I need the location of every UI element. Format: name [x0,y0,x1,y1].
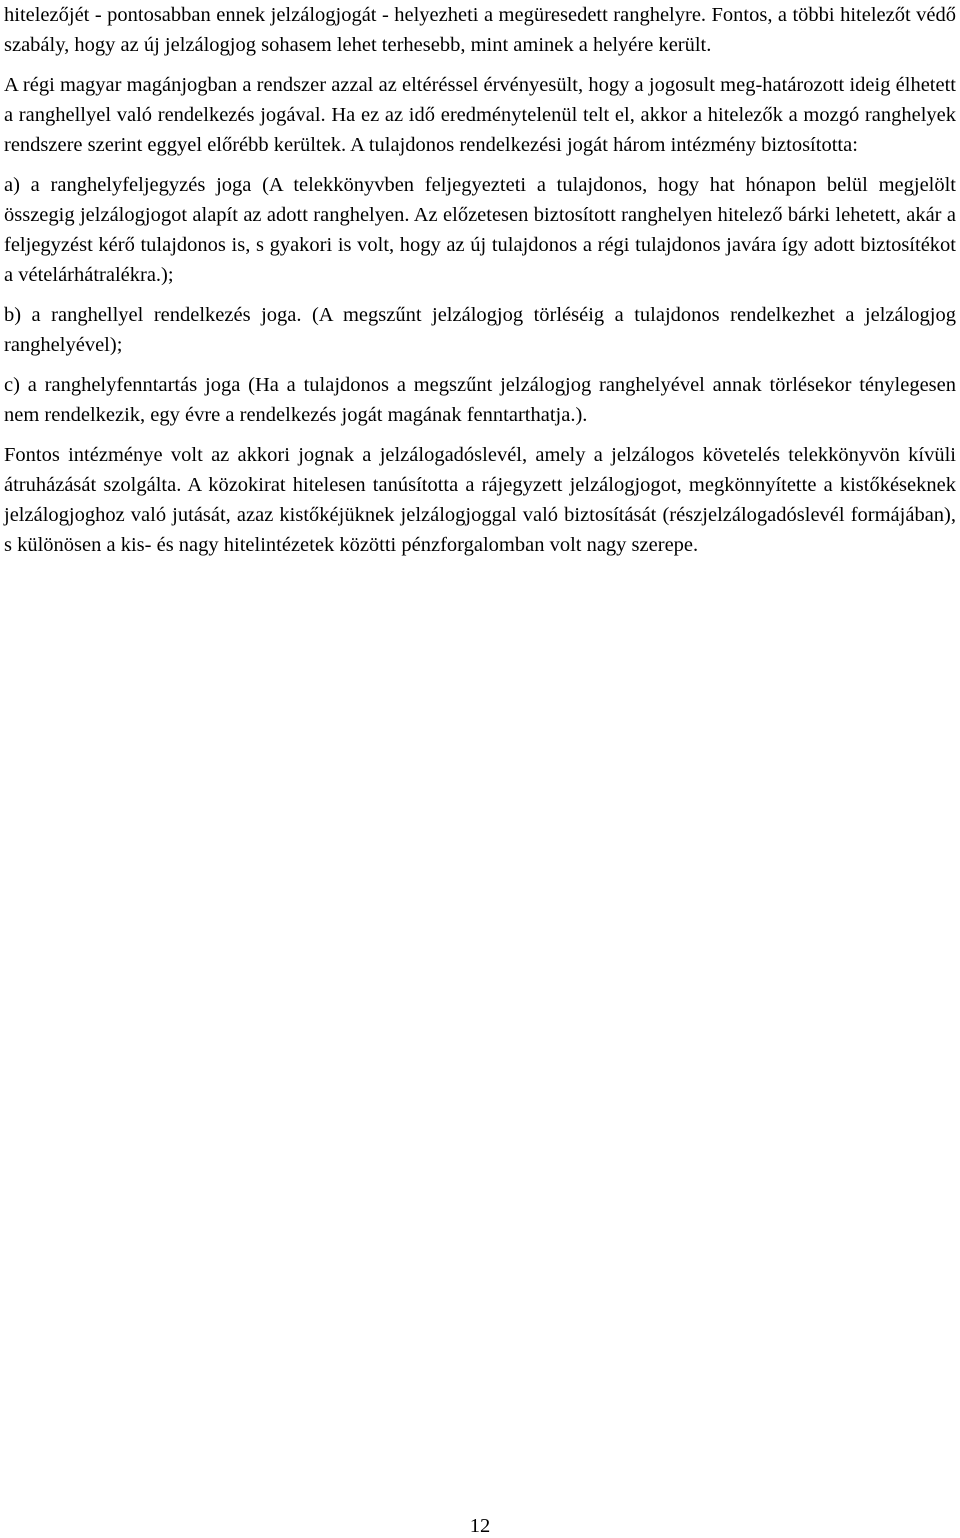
paragraph-item-c: c) a ranghelyfenntartás joga (Ha a tulajdonos a megszűnt jelzálogjog ranghelyével annak törlésekor ténylegesen nem rendelkezik, egy évre a rendelkezés jogát magának fenntarthatja.). [4,374,956,426]
paragraph-old-hungarian-law: A régi magyar magánjogban a rendszer azzal az eltéréssel érvényesült, hogy a jogosult meg-határozott ideig élhetett a ranghellyel való rendelkezés jogával. Ha ez az idő eredménytelenül telt el, akkor a hitelezők a mozgó ranghelyek rendszere szerint eggyel előrébb kerültek. A tulajdonos rendelkezési jogát három intézmény biztosította: [4,74,956,156]
paragraph-item-b: b) a ranghellyel rendelkezés joga. (A megszűnt jelzálogjog törléséig a tulajdonos rendelkezhet a jelzálogjog ranghelyével); [4,304,956,356]
paragraph-continuation: hitelezőjét - pontosabban ennek jelzálogjogát - helyezheti a megüresedett ranghelyre. Fontos, a többi hitelezőt védő szabály, hogy az új jelzálogjog sohasem lehet terhesebb, mint aminek a helyére került. [4,4,956,56]
paragraph-item-a: a) a ranghelyfeljegyzés joga (A telekkönyvben feljegyezteti a tulajdonos, hogy hat hónapon belül megjelölt összegig jelzálogjogot alapít az adott ranghelyen. Az előzetesen biztosított ranghelyen hitelező bárki lehetett, akár a feljegyzést kérő tulajdonos is, s gyakori is volt, hogy az új tulajdonos a régi tulajdonos javára így adott biztosítékot a vételárhátralékra.); [4,174,956,286]
page-number: 12 [469,1515,491,1537]
document-page [4,0,956,560]
paragraph-mortgage-bond: Fontos intézménye volt az akkori jognak a jelzálogadóslevél, amely a jelzálogos követelés telekkönyvön kívüli átruházását szolgálta. A közokirat hitelesen tanúsította a rájegyzett jelzálogjogot, megkönnyítette a kistőkéseknek jelzálogjoghoz való jutását, azaz kistőkéjüknek jelzálogjoggal való biztosítását (részjelzálogadóslevél formájában), s különösen a kis- és nagy hitelintézetek közötti pénzforgalomban volt nagy szerepe. [4,444,956,556]
